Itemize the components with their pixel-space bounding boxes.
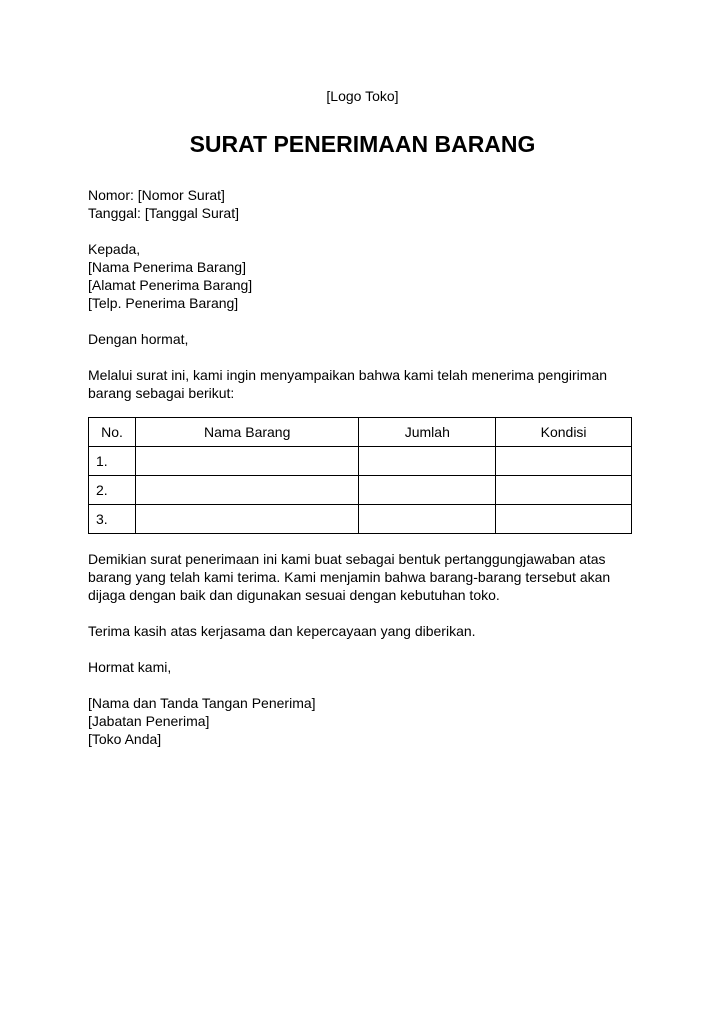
header-quantity: Jumlah bbox=[359, 418, 496, 447]
recipient-name: [Nama Penerima Barang] bbox=[88, 259, 246, 275]
row-no: 1. bbox=[89, 447, 136, 476]
row-item-name bbox=[135, 447, 358, 476]
table-row bbox=[89, 476, 632, 505]
row-quantity bbox=[359, 505, 496, 534]
row-condition bbox=[496, 447, 632, 476]
signature-name: [Nama dan Tanda Tangan Penerima] bbox=[88, 695, 316, 711]
letter-number: Nomor: [Nomor Surat] bbox=[88, 187, 225, 203]
row-no: 2. bbox=[89, 476, 136, 505]
row-item-name bbox=[135, 505, 358, 534]
table-row bbox=[89, 447, 632, 476]
row-no: 3. bbox=[89, 505, 136, 534]
logo-placeholder: [Logo Toko] bbox=[326, 88, 399, 104]
letter-title: SURAT PENERIMAAN BARANG bbox=[189, 131, 536, 157]
signature-store: [Toko Anda] bbox=[88, 731, 162, 747]
signature-position: [Jabatan Penerima] bbox=[88, 713, 210, 729]
closing-paragraph: Demikian surat penerimaan ini kami buat sebagai bentuk pertanggungjawaban atas barang yang telah kami terima. Kami menjamin bahwa barang-barang tersebut akan dijaga dengan baik dan digunakan sesuai dengan kebutuhan toko. bbox=[88, 551, 611, 603]
header-item-name: Nama Barang bbox=[135, 418, 358, 447]
thanks-line: Terima kasih atas kerjasama dan kepercayaan yang diberikan. bbox=[88, 623, 476, 639]
goods-table bbox=[88, 417, 632, 534]
row-item-name bbox=[135, 476, 358, 505]
regards-line: Hormat kami, bbox=[88, 659, 172, 675]
header-no: No. bbox=[89, 418, 136, 447]
recipient-phone: [Telp. Penerima Barang] bbox=[88, 295, 239, 311]
intro-paragraph: Melalui surat ini, kami ingin menyampaikan bahwa kami telah menerima pengiriman barang sebagai berikut: bbox=[88, 367, 608, 401]
recipient-address: [Alamat Penerima Barang] bbox=[88, 277, 253, 293]
letter-date: Tanggal: [Tanggal Surat] bbox=[88, 205, 239, 221]
row-condition bbox=[496, 476, 632, 505]
row-quantity bbox=[359, 447, 496, 476]
greeting: Dengan hormat, bbox=[88, 331, 189, 347]
header-condition: Kondisi bbox=[496, 418, 632, 447]
row-quantity bbox=[359, 476, 496, 505]
table-header-row bbox=[89, 418, 632, 447]
recipient-heading: Kepada, bbox=[88, 241, 141, 257]
row-condition bbox=[496, 505, 632, 534]
table-row bbox=[89, 505, 632, 534]
